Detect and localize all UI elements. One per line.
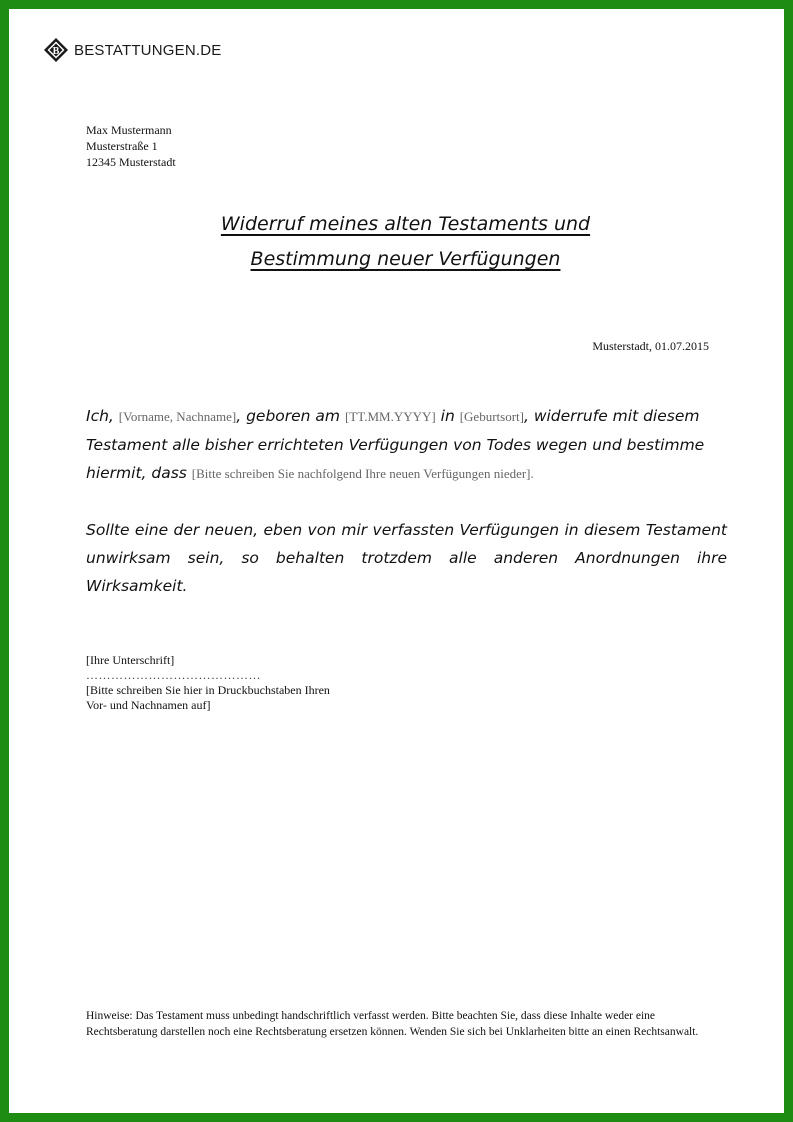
place-date: Musterstadt, 01.07.2015	[592, 339, 709, 353]
sender-address	[86, 122, 176, 170]
title-line-1: Widerruf meines alten Testaments und	[220, 213, 591, 235]
placeholder-instructions: [Bitte schreiben Sie nachfolgend Ihre neuen Verfügungen nieder]	[191, 466, 531, 481]
legal-notice: Hinweise: Das Testament muss unbedingt handschriftlich verfasst werden. Bitte beachten Sie, dass diese Inhalte weder eine Rechtsberatung darstellen noch eine Rechtsberatung ersetzen können. Wenden Sie sich bei Unklarheiten bitte an einen Rechtsanwalt.	[86, 1010, 699, 1038]
sender-name: Max Mustermann	[86, 123, 172, 137]
text-segment: in	[435, 407, 460, 425]
brand-logo[interactable]	[43, 37, 221, 63]
revocation-paragraph	[86, 402, 727, 488]
placeholder-name: [Vorname, Nachname]	[118, 409, 237, 424]
brand-name: BESTATTUNGEN.DE	[74, 41, 222, 59]
sender-street: Musterstraße 1	[86, 139, 158, 153]
sender-city: 12345 Musterstadt	[86, 155, 176, 169]
title-line-2: Bestimmung neuer Verfügungen	[250, 248, 561, 270]
signature-block	[86, 653, 330, 713]
diamond-logo-icon	[43, 37, 69, 63]
text-segment: , geboren am	[236, 407, 345, 425]
text-segment: .	[530, 466, 534, 481]
document-title	[9, 207, 793, 277]
placeholder-birthplace: [Geburtsort]	[459, 409, 524, 424]
text-segment: Ich,	[86, 407, 119, 425]
print-name-instruction-1: [Bitte schreiben Sie hier in Druckbuchstaben Ihren	[86, 683, 330, 697]
svg-text:B: B	[52, 45, 60, 57]
placeholder-birthdate: [TT.MM.YYYY]	[344, 409, 436, 424]
signature-label: [Ihre Unterschrift]	[86, 653, 175, 667]
severability-paragraph: Sollte eine der neuen, eben von mir verfassten Verfügungen in diesem Testament unwirksam sein, so behalten trotzdem alle anderen Anordnungen ihre Wirksamkeit.	[86, 521, 727, 595]
signature-line: ……………………………………	[86, 668, 261, 682]
text-segment: , widerrufe mit diesem Testament alle bisher errichteten Verfügungen von Todes wegen und bestimme hiermit, dass	[86, 407, 705, 482]
print-name-instruction-2: Vor- und Nachnamen auf]	[86, 698, 211, 712]
